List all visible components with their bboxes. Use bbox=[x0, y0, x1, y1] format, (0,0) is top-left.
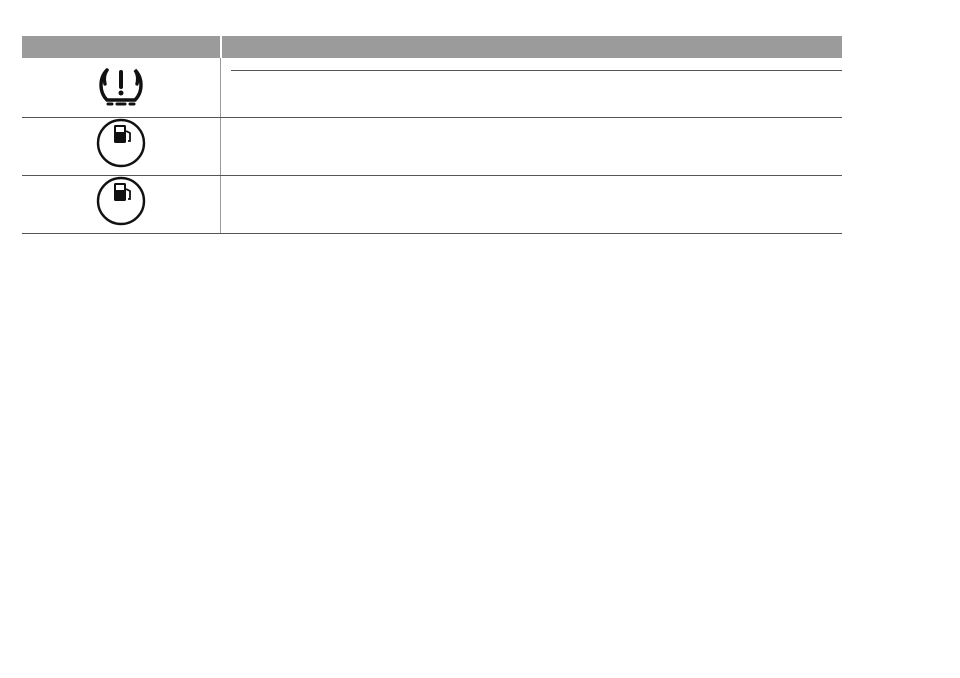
table-row bbox=[22, 176, 842, 234]
table-body bbox=[22, 58, 842, 234]
meaning-section bbox=[231, 176, 842, 188]
table-row bbox=[22, 118, 842, 176]
meaning-section bbox=[231, 58, 842, 70]
lpg-fuel-icon bbox=[96, 118, 146, 173]
meaning-section bbox=[231, 70, 842, 83]
meaning-cell bbox=[221, 176, 842, 233]
table-header bbox=[22, 36, 842, 58]
meaning-cell bbox=[221, 58, 842, 117]
warning-light-cell bbox=[22, 118, 221, 175]
tpms-warning-icon bbox=[95, 58, 147, 115]
header-kontrolka bbox=[22, 36, 222, 58]
meaning-section bbox=[231, 118, 842, 130]
cng-fuel-icon bbox=[96, 176, 146, 231]
warning-lights-table bbox=[22, 36, 842, 234]
warning-light-cell bbox=[22, 176, 221, 233]
warning-light-cell bbox=[22, 58, 221, 117]
header-vyznam bbox=[222, 36, 842, 58]
table-row bbox=[22, 58, 842, 118]
meaning-cell bbox=[221, 118, 842, 175]
